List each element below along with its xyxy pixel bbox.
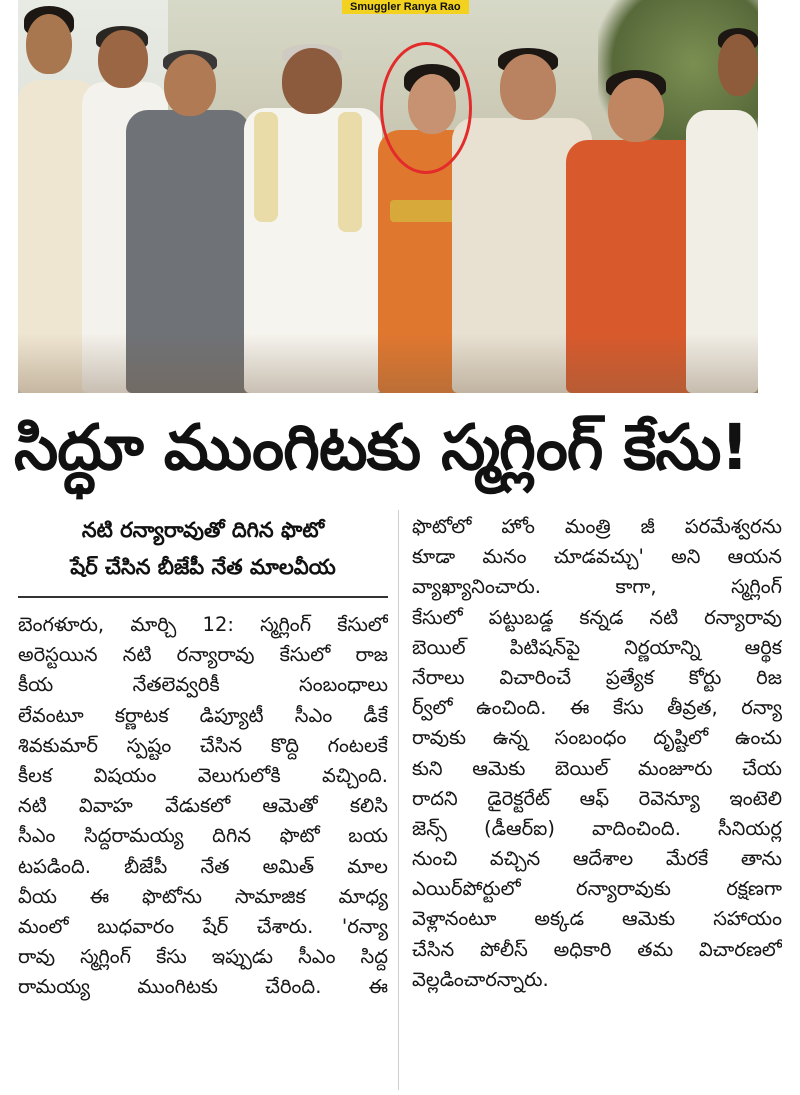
- article-line: ఎయిర్‌పోర్టులో రన్యారావుకు రక్షణగా: [412, 877, 782, 901]
- article-line: బెంగళూరు, మార్చి 12: స్మగ్లింగ్ కేసులో: [18, 613, 388, 636]
- article-line: శివకుమార్ స్పష్టం చేసిన కొద్ది గంటలకే: [18, 733, 388, 757]
- article-line: వ్యాఖ్యానించారు. కాగా, స్మగ్లింగ్: [412, 575, 782, 599]
- article-line: కీయ నేతలెవ్వరికీ సంబంధాలు: [18, 673, 388, 697]
- column-divider: [398, 510, 399, 1090]
- article-line: కేసులో పట్టుబడ్డ కన్నడ నటి రన్యారావు: [412, 605, 782, 629]
- article-line: చేసిన పోలీస్ అధికారి తమ విచారణలో: [412, 937, 782, 961]
- article-line: నేరాలు విచారించే ప్రత్యేక కోర్టు రిజ: [412, 665, 782, 689]
- photo-floor: [18, 333, 758, 393]
- article-line: వెళ్లానంటూ అక్కడ ఆమెకు సహాయం: [412, 907, 782, 931]
- article-line: సీఎం సిద్దరామయ్య దిగిన ఫొటో బయ: [18, 824, 388, 848]
- article-line: కూడా మనం చూడవచ్చు' అని ఆయన: [412, 545, 782, 569]
- article-line: రావు స్మగ్లింగ్ కేసు ఇప్పుడు సీఎం సిద్ద: [18, 945, 388, 969]
- headline: సిద్ధూ ముంగిటకు స్మగ్లింగ్ కేసు!: [14, 411, 749, 484]
- left-column-text: [18, 610, 388, 1002]
- article-line: రామయ్య ముంగిటకు చేరింది. ఈ: [18, 975, 388, 999]
- article-line: లేవంటూ కర్ణాటక డిప్యూటీ సీఎం డీకే: [18, 703, 388, 727]
- right-column: [412, 512, 782, 995]
- article-line: జెన్స్ (డీఆర్ఐ) వాదించింది. సీనియర్ల: [412, 816, 782, 840]
- left-column: [18, 512, 388, 1002]
- subheadline: [18, 512, 388, 586]
- article-line: నుంచి వచ్చిన ఆదేశాల మేరకే తాను: [412, 847, 782, 871]
- article-line: ర్వ్‌లో ఉంచింది. ఈ కేసు తీవ్రత, రన్యా: [412, 696, 782, 720]
- article-line: కుని ఆమెకు బెయిల్ మంజూరు చేయ: [412, 756, 782, 780]
- article-line: రాదని డైరెక్టరేట్ ఆఫ్ రెవెన్యూ ఇంటెలి: [412, 786, 782, 810]
- article-line: వీయ ఈ ఫొటోను సామాజిక మాధ్య: [18, 884, 388, 908]
- subheadline-rule: [18, 596, 388, 598]
- article-line: టపడింది. బీజేపీ నేత అమిత్ మాల: [18, 854, 388, 878]
- highlight-circle: [380, 42, 472, 174]
- article-line: ఫొటోలో హోం మంత్రి జీ పరమేశ్వరను: [412, 515, 782, 538]
- article-line: మంలో బుధవారం షేర్ చేశారు. 'రన్యా: [18, 914, 388, 938]
- subheadline-line: షేర్ చేసిన బీజేపీ నేత మాలవీయ: [70, 555, 336, 579]
- article-line: కీలక విషయం వెలుగులోకి వచ్చింది.: [18, 763, 388, 787]
- article-line: బెయిల్ పిటిషన్‌పై నిర్ణయాన్ని ఆర్థిక: [412, 635, 782, 659]
- article-line: అరెస్టయిన నటి రన్యారావు కేసులో రాజ: [18, 643, 388, 667]
- article-line: రావుకు ఉన్న సంబంధం దృష్టిలో ఉంచు: [412, 726, 782, 750]
- article-line: నటి వివాహ వేడుకలో ఆమెతో కలిసి: [18, 794, 388, 818]
- photo-caption-tag: Smuggler Ranya Rao: [342, 0, 469, 14]
- news-photo: [18, 0, 758, 393]
- subheadline-line: నటి రన్యారావుతో దిగిన ఫొటో: [81, 518, 325, 542]
- article-line: వెల్లడించారన్నారు.: [412, 967, 549, 991]
